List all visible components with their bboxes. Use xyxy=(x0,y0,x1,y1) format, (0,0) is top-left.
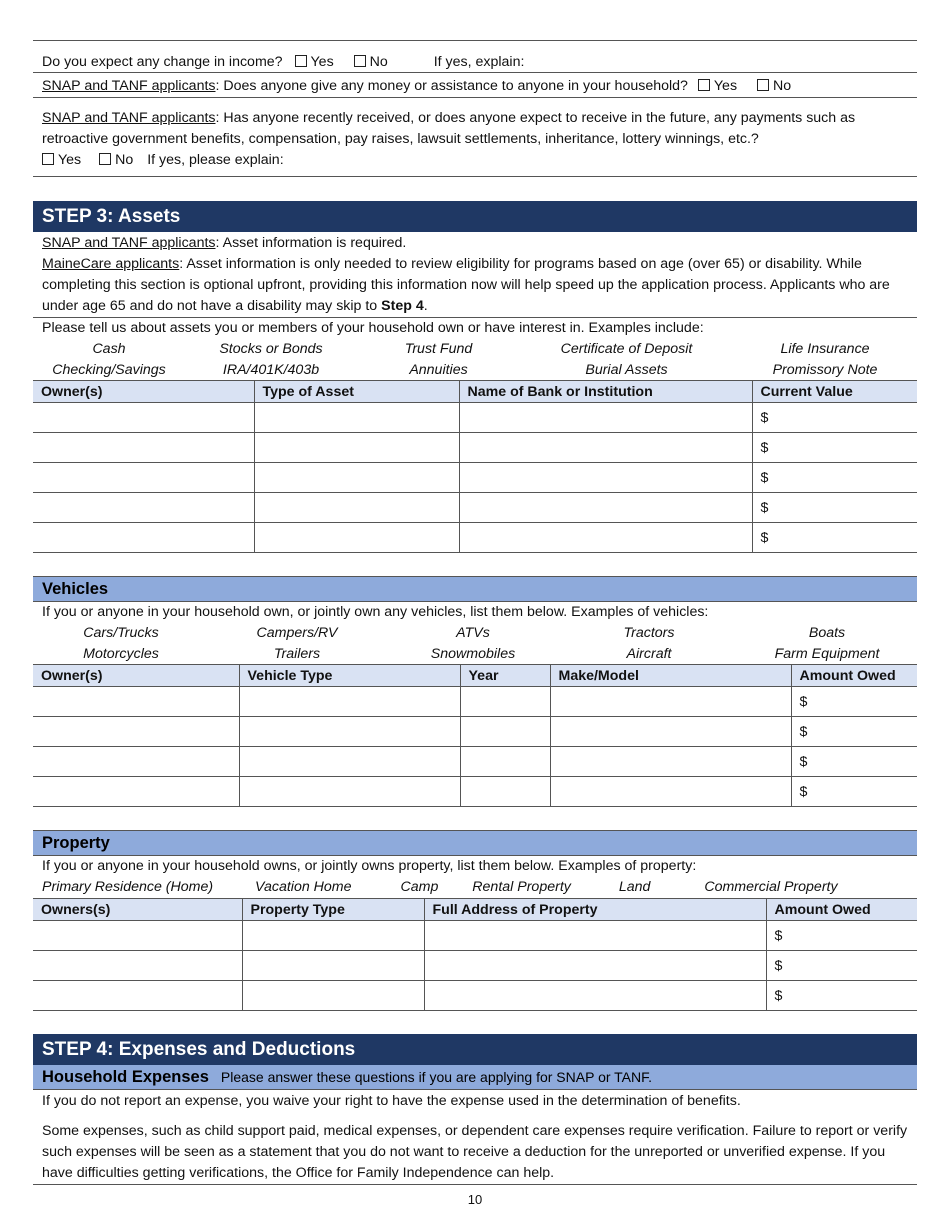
expenses-waiver-text: If you do not report an expense, you waive your right to have the expense used in the determination of benefits. xyxy=(42,1093,741,1109)
property-examples: Primary Residence (Home) Vacation Home Camp Rental Property Land Commercial Property xyxy=(42,879,838,895)
step4-header: STEP 4: Expenses and Deductions xyxy=(33,1034,917,1065)
assets-table xyxy=(33,380,917,553)
amount-owed-field[interactable]: $ xyxy=(766,981,917,1011)
amount-owed-field[interactable]: $ xyxy=(791,687,917,717)
table-row xyxy=(33,981,917,1011)
assets-examples: Cash Stocks or Bonds Trust Fund Certificate of Deposit Life Insurance Checking/Savings IRA/401K/403b Annuities Burial Assets Promissory Note xyxy=(52,341,878,378)
owner-field[interactable] xyxy=(33,981,242,1011)
year-field[interactable] xyxy=(460,747,550,777)
table-row xyxy=(33,951,917,981)
year-field[interactable] xyxy=(460,687,550,717)
institution-field[interactable] xyxy=(459,403,752,433)
property-type-field[interactable] xyxy=(242,981,424,1011)
page-number: 10 xyxy=(467,1192,483,1207)
property-intro: If you or anyone in your household owns, or jointly owns property, list them below. Examples of property: xyxy=(42,858,697,874)
current-value-field[interactable]: $ xyxy=(752,523,917,553)
asset-type-field[interactable] xyxy=(254,403,459,433)
property-table xyxy=(33,898,917,1011)
address-field[interactable] xyxy=(424,981,766,1011)
table-row xyxy=(33,403,917,433)
property-header: Property xyxy=(33,830,917,856)
table-header-row: Owner(s) Vehicle Type Year Make/Model Amount Owed xyxy=(33,665,917,687)
vehicles-table xyxy=(33,664,917,807)
asset-type-field[interactable] xyxy=(254,433,459,463)
table-row xyxy=(33,493,917,523)
owner-field[interactable] xyxy=(33,747,239,777)
table-row xyxy=(33,717,917,747)
vehicles-header: Vehicles xyxy=(33,576,917,602)
current-value-field[interactable]: $ xyxy=(752,493,917,523)
institution-field[interactable] xyxy=(459,493,752,523)
amount-owed-field[interactable]: $ xyxy=(766,921,917,951)
amount-owed-field[interactable]: $ xyxy=(791,777,917,807)
owner-field[interactable] xyxy=(33,921,242,951)
owner-field[interactable] xyxy=(33,687,239,717)
make-model-field[interactable] xyxy=(550,687,791,717)
address-field[interactable] xyxy=(424,921,766,951)
vehicle-type-field[interactable] xyxy=(239,687,460,717)
table-row xyxy=(33,523,917,553)
yes-checkbox[interactable] xyxy=(295,55,307,67)
no-checkbox[interactable] xyxy=(757,79,769,91)
owner-field[interactable] xyxy=(33,951,242,981)
table-header-row: Owners(s) Property Type Full Address of Property Amount Owed xyxy=(33,899,917,921)
vehicle-type-field[interactable] xyxy=(239,717,460,747)
institution-field[interactable] xyxy=(459,523,752,553)
amount-owed-field[interactable]: $ xyxy=(791,747,917,777)
owner-field[interactable] xyxy=(33,777,239,807)
owner-field[interactable] xyxy=(33,523,254,553)
make-model-field[interactable] xyxy=(550,777,791,807)
property-type-field[interactable] xyxy=(242,921,424,951)
household-expenses-header: Household Expenses Please answer these questions if you are applying for SNAP or TANF. xyxy=(33,1065,917,1090)
current-value-field[interactable]: $ xyxy=(752,463,917,493)
year-field[interactable] xyxy=(460,717,550,747)
asset-type-field[interactable] xyxy=(254,523,459,553)
assets-examples-intro: Please tell us about assets you or members of your household own or have interest in. Examples include: xyxy=(42,320,704,336)
current-value-field[interactable]: $ xyxy=(752,433,917,463)
owner-field[interactable] xyxy=(33,493,254,523)
table-row xyxy=(33,777,917,807)
institution-field[interactable] xyxy=(459,433,752,463)
yes-checkbox[interactable] xyxy=(698,79,710,91)
vehicle-type-field[interactable] xyxy=(239,747,460,777)
make-model-field[interactable] xyxy=(550,717,791,747)
address-field[interactable] xyxy=(424,951,766,981)
no-checkbox[interactable] xyxy=(99,153,111,165)
table-row xyxy=(33,687,917,717)
table-row xyxy=(33,433,917,463)
owner-field[interactable] xyxy=(33,403,254,433)
institution-field[interactable] xyxy=(459,463,752,493)
step3-header: STEP 3: Assets xyxy=(33,201,917,232)
year-field[interactable] xyxy=(460,777,550,807)
make-model-field[interactable] xyxy=(550,747,791,777)
table-row xyxy=(33,747,917,777)
expenses-verification-text: Some expenses, such as child support paid, medical expenses, or dependent care expenses require verification. Failure to report or verify such expenses will be seen as a statement that you do not want to receive a deduction for the unreported or unverified expense. If you have difficulties getting verifications, the Office for Family Independence can help. xyxy=(42,1123,908,1181)
question-money-given: SNAP and TANF applicants: Does anyone give any money or assistance to anyone in your household? Yes No xyxy=(42,78,792,94)
amount-owed-field[interactable]: $ xyxy=(766,951,917,981)
vehicles-examples: Cars/Trucks Campers/RV ATVs Tractors Boats Motorcycles Trailers Snowmobiles Aircraft Farm Equipment xyxy=(83,625,880,662)
table-header-row: Owner(s) Type of Asset Name of Bank or Institution Current Value xyxy=(33,381,917,403)
asset-type-field[interactable] xyxy=(254,493,459,523)
owner-field[interactable] xyxy=(33,433,254,463)
no-checkbox[interactable] xyxy=(354,55,366,67)
yes-checkbox[interactable] xyxy=(42,153,54,165)
vehicles-intro: If you or anyone in your household own, or jointly own any vehicles, list them below. Examples of vehicles: xyxy=(42,604,709,620)
current-value-field[interactable]: $ xyxy=(752,403,917,433)
table-row xyxy=(33,921,917,951)
property-type-field[interactable] xyxy=(242,951,424,981)
owner-field[interactable] xyxy=(33,463,254,493)
question-payments-received: SNAP and TANF applicants: Has anyone recently received, or does anyone expect to receive in the future, any payments such as retroactive government benefits, compensation, pay raises, lawsuit settlements, inheritance, lottery winnings, etc.? Yes No If yes, please explain: xyxy=(42,110,856,168)
question-income-change: Do you expect any change in income? Yes No If yes, explain: xyxy=(42,54,525,70)
amount-owed-field[interactable]: $ xyxy=(791,717,917,747)
asset-type-field[interactable] xyxy=(254,463,459,493)
vehicle-type-field[interactable] xyxy=(239,777,460,807)
owner-field[interactable] xyxy=(33,717,239,747)
step3-intro: SNAP and TANF applicants: Asset information is required. MaineCare applicants: Asset information is only needed to review eligibility for programs based on age (over 65) or disability. While completing this section is optional upfront, providing this information now will help speed up the application process. Applicants who are under age 65 and do not have a disability may skip to Step 4. xyxy=(42,235,890,314)
table-row xyxy=(33,463,917,493)
